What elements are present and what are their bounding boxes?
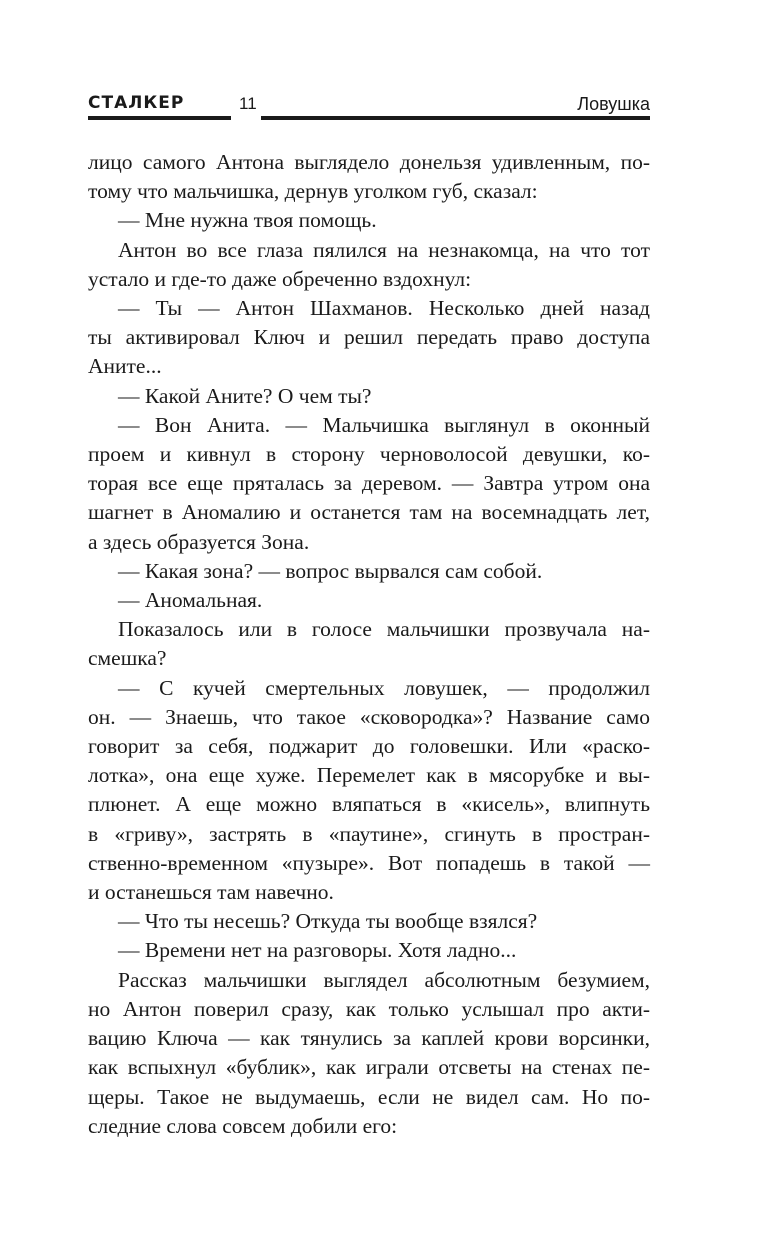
text-line: — Ты — Антон Шахманов. Несколько дней назад [118,296,650,321]
text-line: смешка? [88,646,167,671]
text-line: лотка», она еще хуже. Перемелет как в мясорубке и вы- [88,763,650,788]
page-number: 11 [239,94,257,113]
book-title: Ловушка [577,94,650,114]
text-line: а здесь образуется Зона. [88,529,310,554]
text-line: говорит за себя, поджарит до головешки. Или «раско- [88,734,650,759]
text-line: — Времени нет на разговоры. Хотя ладно... [118,938,517,963]
series-name: СТАЛКЕР [88,93,185,113]
text-line: шагнет в Аномалию и останется там на восемнадцать лет, [88,500,650,525]
text-line: он. — Знаешь, что такое «сковородка»? Название само [88,704,650,729]
text-line: вацию Ключа — как тянулись за каплей крови ворсинки, [88,1026,650,1051]
text-line: тому что мальчишка, дернув уголком губ, сказал: [88,179,538,204]
header-rule-left [88,116,231,120]
text-line: Показалось или в голосе мальчишки прозвучала на- [118,617,650,642]
text-line: в «гриву», застрять в «паутине», сгинуть в простран- [88,821,650,846]
text-line: — Что ты несешь? Откуда ты вообще взялся? [118,909,538,934]
text-line: ты активировал Ключ и решил передать право доступа [88,325,650,350]
text-line: устало и где-то даже обреченно вздохнул: [88,266,472,291]
text-line: и останешься там навечно. [88,880,334,905]
text-line: — С кучей смертельных ловушек, — продолжил [118,675,650,700]
running-header [88,92,650,122]
text-line: ственно-временном «пузыре». Вот попадешь в такой — [88,850,650,875]
text-line: Антон во все глаза пялился на незнакомца, на что тот [118,237,650,262]
text-line: следние слова совсем добили его: [88,1113,398,1138]
body-text [88,148,650,1141]
text-line: — Какая зона? — вопрос вырвался сам собой. [118,558,543,583]
text-line: — Мне нужна твоя помощь. [118,208,377,233]
text-line: — Аномальная. [118,588,263,613]
header-rule-right [261,116,650,120]
text-line: — Какой Аните? О чем ты? [118,383,372,408]
text-line: но Антон поверил сразу, как только услышал про акти- [88,996,650,1021]
text-line: торая все еще пряталась за деревом. — Завтра утром она [88,471,650,496]
text-line: — Вон Анита. — Мальчишка выглянул в оконный [118,412,650,437]
text-line: как вспыхнул «бублик», как играли отсветы на стенах пе- [88,1055,650,1080]
text-line: Аните... [88,354,162,379]
text-line: проем и кивнул в сторону черноволосой девушки, ко- [88,442,650,467]
text-line: щеры. Такое не выдумаешь, если не видел сам. Но по- [88,1084,650,1109]
text-line: плюнет. А еще можно вляпаться в «кисель», влипнуть [88,792,650,817]
text-line: Рассказ мальчишки выглядел абсолютным безумием, [118,967,650,992]
text-line: лицо самого Антона выглядело донельзя удивленным, по- [88,150,650,174]
